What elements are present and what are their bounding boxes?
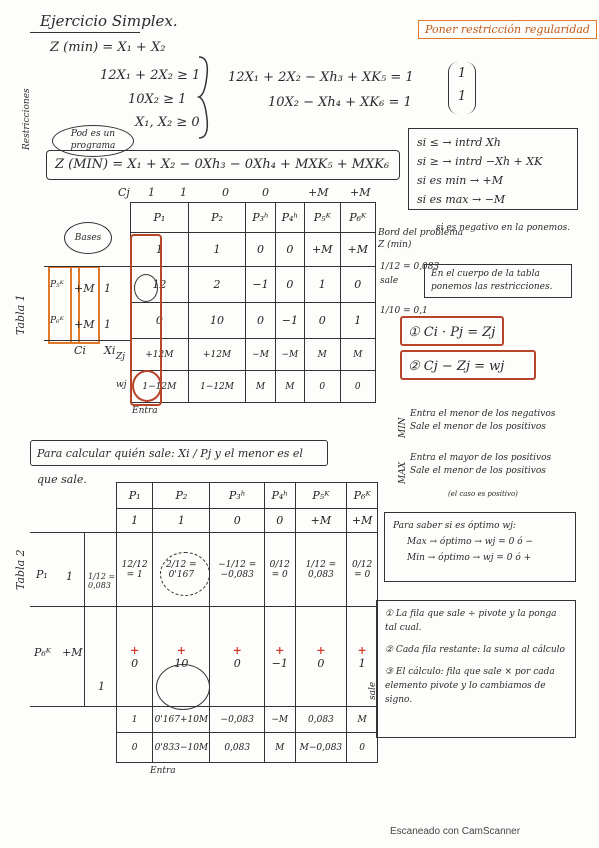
tabla1-p4: P₄ʰ bbox=[275, 203, 304, 233]
tabla2-r2-c4: + −1 bbox=[264, 607, 295, 707]
tabla1-r2-c4: −1 bbox=[275, 303, 304, 339]
tabla1-side-note-3: si es negativo en la ponemos. bbox=[436, 223, 571, 233]
tabla1-grid bbox=[130, 202, 376, 403]
tabla1-cj-4: 0 bbox=[262, 186, 269, 199]
tabla1-base-2: P₆ᴷ bbox=[50, 316, 64, 326]
tabla2-p5: P₅ᴷ bbox=[295, 483, 347, 509]
tabla2-base-2: P₆ᴷ bbox=[34, 646, 51, 659]
tabla1-label: Tabla 1 bbox=[14, 294, 27, 335]
tabla2-wj-6: 0 bbox=[347, 733, 378, 763]
tabla2-cj-3: 0 bbox=[210, 509, 265, 533]
tabla2-zj-3: −0,083 bbox=[210, 707, 265, 733]
constraint-1: 12X₁ + 2X₂ ≥ 1 bbox=[100, 68, 201, 83]
tabla1-entra-label: Entra bbox=[132, 406, 158, 416]
tabla1-zj-3: −M bbox=[246, 339, 275, 371]
formula-2-box: ② Cj − Zj = wj bbox=[400, 350, 536, 380]
tabla1-zj-2: +12M bbox=[188, 339, 246, 371]
tabla2-left-line-2 bbox=[30, 606, 116, 607]
tabla2-r1-c6: 0/12 = 0 bbox=[347, 533, 378, 607]
z-full-box: Z (MIN) = X₁ + X₂ − 0Xh₃ − 0Xh₄ + MXK₅ + MXK₆ bbox=[46, 150, 400, 180]
bubble-note: Pod es un programa bbox=[52, 125, 134, 157]
tabla1-wj-1: 1−12M bbox=[131, 371, 189, 403]
tabla1-zj-6: M bbox=[340, 339, 376, 371]
tabla1-ratio2: 1/10 = 0,1 bbox=[380, 306, 428, 316]
tabla1-cj-cell-2: 1 bbox=[188, 233, 246, 267]
tabla2-p6: P₆ᴷ bbox=[347, 483, 378, 509]
tabla2-wj-2: 0'833−10M bbox=[153, 733, 210, 763]
tabla1-cj-5: +M bbox=[308, 186, 329, 199]
orange-note: Poner restricción regularidad bbox=[418, 20, 597, 39]
title-underline bbox=[30, 32, 140, 33]
rules-box: si ≤ → intrd Xh si ≥ → intrd −Xh + XK si es min → +M si es max → −M bbox=[408, 128, 578, 210]
tabla2-r2-c2: + 10 bbox=[153, 607, 210, 707]
tabla1-r2-c2: 10 bbox=[188, 303, 246, 339]
optimo-box: Para saber si es óptimo wj: Max → óptimo → wj = 0 ó − Min → óptimo → wj = 0 ó + bbox=[384, 512, 576, 582]
tabla2-r2-c1: + 0 bbox=[117, 607, 153, 707]
tabla1-zj-label: Zj bbox=[116, 352, 126, 362]
page-title: Ejercicio Simplex. bbox=[40, 12, 178, 30]
restrictions-label: Restricciones bbox=[22, 88, 32, 150]
tabla2-entra-label: Entra bbox=[150, 766, 176, 776]
tabla2-xi-1: 1/12 = 0,083 bbox=[88, 572, 116, 590]
tabla1-p2: P₂ bbox=[188, 203, 246, 233]
tabla2-grid bbox=[116, 482, 378, 763]
tabla1-r1-c3: −1 bbox=[246, 267, 275, 303]
scanner-footer: Escaneado con CamScanner bbox=[390, 826, 521, 837]
tabla2-wj-1: 0 bbox=[117, 733, 153, 763]
tabla2-wj-5: M−0,083 bbox=[295, 733, 347, 763]
tabla2-cj-1: 1 bbox=[117, 509, 153, 533]
tabla1-box-note: En el cuerpo de la tabla ponemos las restricciones. bbox=[424, 264, 572, 298]
rules-caption: (el caso es positivo) bbox=[448, 490, 518, 498]
tabla1-cj-label: Cj bbox=[118, 186, 130, 199]
sale-note-box: Para calcular quién sale: Xi / Pj y el menor es el que sale. bbox=[30, 440, 328, 466]
tabla1-cj-1: 1 bbox=[148, 186, 155, 199]
tabla1-entra-oval bbox=[132, 370, 162, 402]
tabla1-wj-label: wj bbox=[116, 380, 127, 390]
tabla2-cj-5: +M bbox=[295, 509, 347, 533]
tabla2-p2: P₂ bbox=[153, 483, 210, 509]
tabla2-p3: P₃ʰ bbox=[210, 483, 265, 509]
tabla1-cj-2: 1 bbox=[180, 186, 187, 199]
tabla1-xi-1: 1 bbox=[104, 282, 111, 295]
standard-form-1: 12X₁ + 2X₂ − Xh₃ + XK₅ = 1 bbox=[228, 70, 414, 85]
tabla1-cj-cell-6: +M bbox=[340, 233, 376, 267]
min-label: MIN bbox=[398, 417, 408, 438]
constraint-3: X₁, X₂ ≥ 0 bbox=[135, 115, 200, 130]
tabla1-left-line-bottom bbox=[44, 340, 130, 341]
tabla2-cj-2: 1 bbox=[153, 509, 210, 533]
tabla1-pivot-oval bbox=[134, 274, 158, 302]
tabla2-wj-4: M bbox=[264, 733, 295, 763]
tabla1-r1-c6: 0 bbox=[340, 267, 376, 303]
tabla2-r2-c5: + 0 bbox=[295, 607, 347, 707]
tabla1-r2-c1: 0 bbox=[131, 303, 189, 339]
tabla1-sale-label: sale bbox=[380, 276, 399, 286]
tabla1-p1: P₁ bbox=[131, 203, 189, 233]
tabla2-p1: P₁ bbox=[117, 483, 153, 509]
steps-box: ① La fila que sale ÷ pivote y la ponga tal cual. ② Cada fila restante: la suma al cálculo ③ El cálculo: fila que sale × por cada elemento pivote y lo cambiamos de signo. bbox=[376, 600, 576, 738]
tabla1-side-note-1: Bord del problema bbox=[378, 228, 464, 238]
min-rules: Entra el menor de los negativos Sale el menor de los positivos bbox=[410, 409, 556, 432]
rhs-vector: 1 1 bbox=[448, 62, 476, 114]
tabla2-zj-2: 0'167+10M bbox=[153, 707, 210, 733]
tabla1-zj-5: M bbox=[305, 339, 340, 371]
tabla1-c-1: +M bbox=[74, 282, 95, 295]
tabla1-cj-cell-3: 0 bbox=[246, 233, 275, 267]
tabla1-r1-c4: 0 bbox=[275, 267, 304, 303]
tabla1-r2-c5: 0 bbox=[305, 303, 340, 339]
max-label: MAX bbox=[398, 461, 408, 484]
tabla1-side-note-2: Z (min) bbox=[378, 240, 412, 250]
tabla2-c-1: 1 bbox=[66, 570, 73, 583]
tabla1-wj-5: 0 bbox=[305, 371, 340, 403]
tabla1-cj-cell-4: 0 bbox=[275, 233, 304, 267]
tabla1-r1-c1: 12 bbox=[131, 267, 189, 303]
tabla2-zj-1: 1 bbox=[117, 707, 153, 733]
tabla1-cj-cell-5: +M bbox=[305, 233, 340, 267]
tabla1-p5: P₅ᴷ bbox=[305, 203, 340, 233]
constraint-2: 10X₂ ≥ 1 bbox=[128, 92, 187, 107]
tabla1-p3: P₃ʰ bbox=[246, 203, 275, 233]
tabla2-r1-c1: 12/12 = 1 bbox=[117, 533, 153, 607]
objective: Z (min) = X₁ + X₂ bbox=[50, 40, 166, 55]
tabla1-zj-4: −M bbox=[275, 339, 304, 371]
tabla1-wj-2: 1−12M bbox=[188, 371, 246, 403]
tabla1-zj-1: +12M bbox=[131, 339, 189, 371]
tabla2-xi-2: 1 bbox=[98, 680, 105, 693]
tabla2-left-vline bbox=[84, 532, 85, 706]
tabla1-r1-c5: 1 bbox=[305, 267, 340, 303]
tabla2-cj-4: 0 bbox=[264, 509, 295, 533]
tabla1-r1-c2: 2 bbox=[188, 267, 246, 303]
formula-1-box: ① Ci · Pj = Zj bbox=[400, 316, 504, 346]
tabla1-xi-label: Xi bbox=[104, 344, 116, 357]
tabla1-wj-6: 0 bbox=[340, 371, 376, 403]
tabla1-bases-bubble: Bases bbox=[64, 222, 112, 254]
tabla2-p4: P₄ʰ bbox=[264, 483, 295, 509]
tabla2-r1-c3: −1/12 = −0,083 bbox=[210, 533, 265, 607]
tabla1-c-highlight bbox=[70, 266, 100, 344]
tabla2-wj-3: 0,083 bbox=[210, 733, 265, 763]
tabla2-r2-c6: + 1 bbox=[347, 607, 378, 707]
tabla2-zj-4: −M bbox=[264, 707, 295, 733]
tabla2-r1-c4: 0/12 = 0 bbox=[264, 533, 295, 607]
tabla1-wj-4: M bbox=[275, 371, 304, 403]
tabla1-c-2: +M bbox=[74, 318, 95, 331]
tabla2-sale-label: sale bbox=[368, 681, 378, 700]
tabla1-left-line-top bbox=[44, 266, 130, 267]
bracket bbox=[195, 55, 215, 140]
tabla1-wj-3: M bbox=[246, 371, 275, 403]
tabla1-ci-label: Ci bbox=[74, 344, 86, 357]
tabla2-pivot-oval-2 bbox=[156, 664, 210, 710]
max-rules: Entra el mayor de los positivos Sale el menor de los positivos bbox=[410, 453, 552, 476]
tabla2-cj-6: +M bbox=[347, 509, 378, 533]
tabla2-base-1: P₁ bbox=[36, 568, 48, 581]
tabla2-left-line-1 bbox=[30, 532, 116, 533]
tabla2-r1-c2: 2/12 = 0'167 bbox=[153, 533, 210, 607]
tabla1-r2-c6: 1 bbox=[340, 303, 376, 339]
tabla2-zj-5: 0,083 bbox=[295, 707, 347, 733]
tabla2-r2-c3: + 0 bbox=[210, 607, 265, 707]
tabla2-left-line-3 bbox=[30, 706, 116, 707]
tabla2-r1-c5: 1/12 = 0,083 bbox=[295, 533, 347, 607]
tabla1-r2-c3: 0 bbox=[246, 303, 275, 339]
tabla1-cj-3: 0 bbox=[222, 186, 229, 199]
tabla2-label: Tabla 2 bbox=[14, 549, 27, 590]
tabla1-p6: P₆ᴷ bbox=[340, 203, 376, 233]
tabla2-pivot-oval-1 bbox=[160, 552, 210, 596]
tabla1-xi-2: 1 bbox=[104, 318, 111, 331]
tabla2-zj-6: M bbox=[347, 707, 378, 733]
tabla1-base-1: P₅ᴷ bbox=[50, 280, 64, 290]
standard-form-2: 10X₂ − Xh₄ + XK₆ = 1 bbox=[268, 95, 412, 110]
tabla2-c-2: +M bbox=[62, 646, 83, 659]
tabla1-cj-cell-1: 1 bbox=[131, 233, 189, 267]
tabla1-ratio: 1/12 = 0,083 bbox=[380, 262, 440, 272]
tabla1-cj-6: +M bbox=[350, 186, 371, 199]
